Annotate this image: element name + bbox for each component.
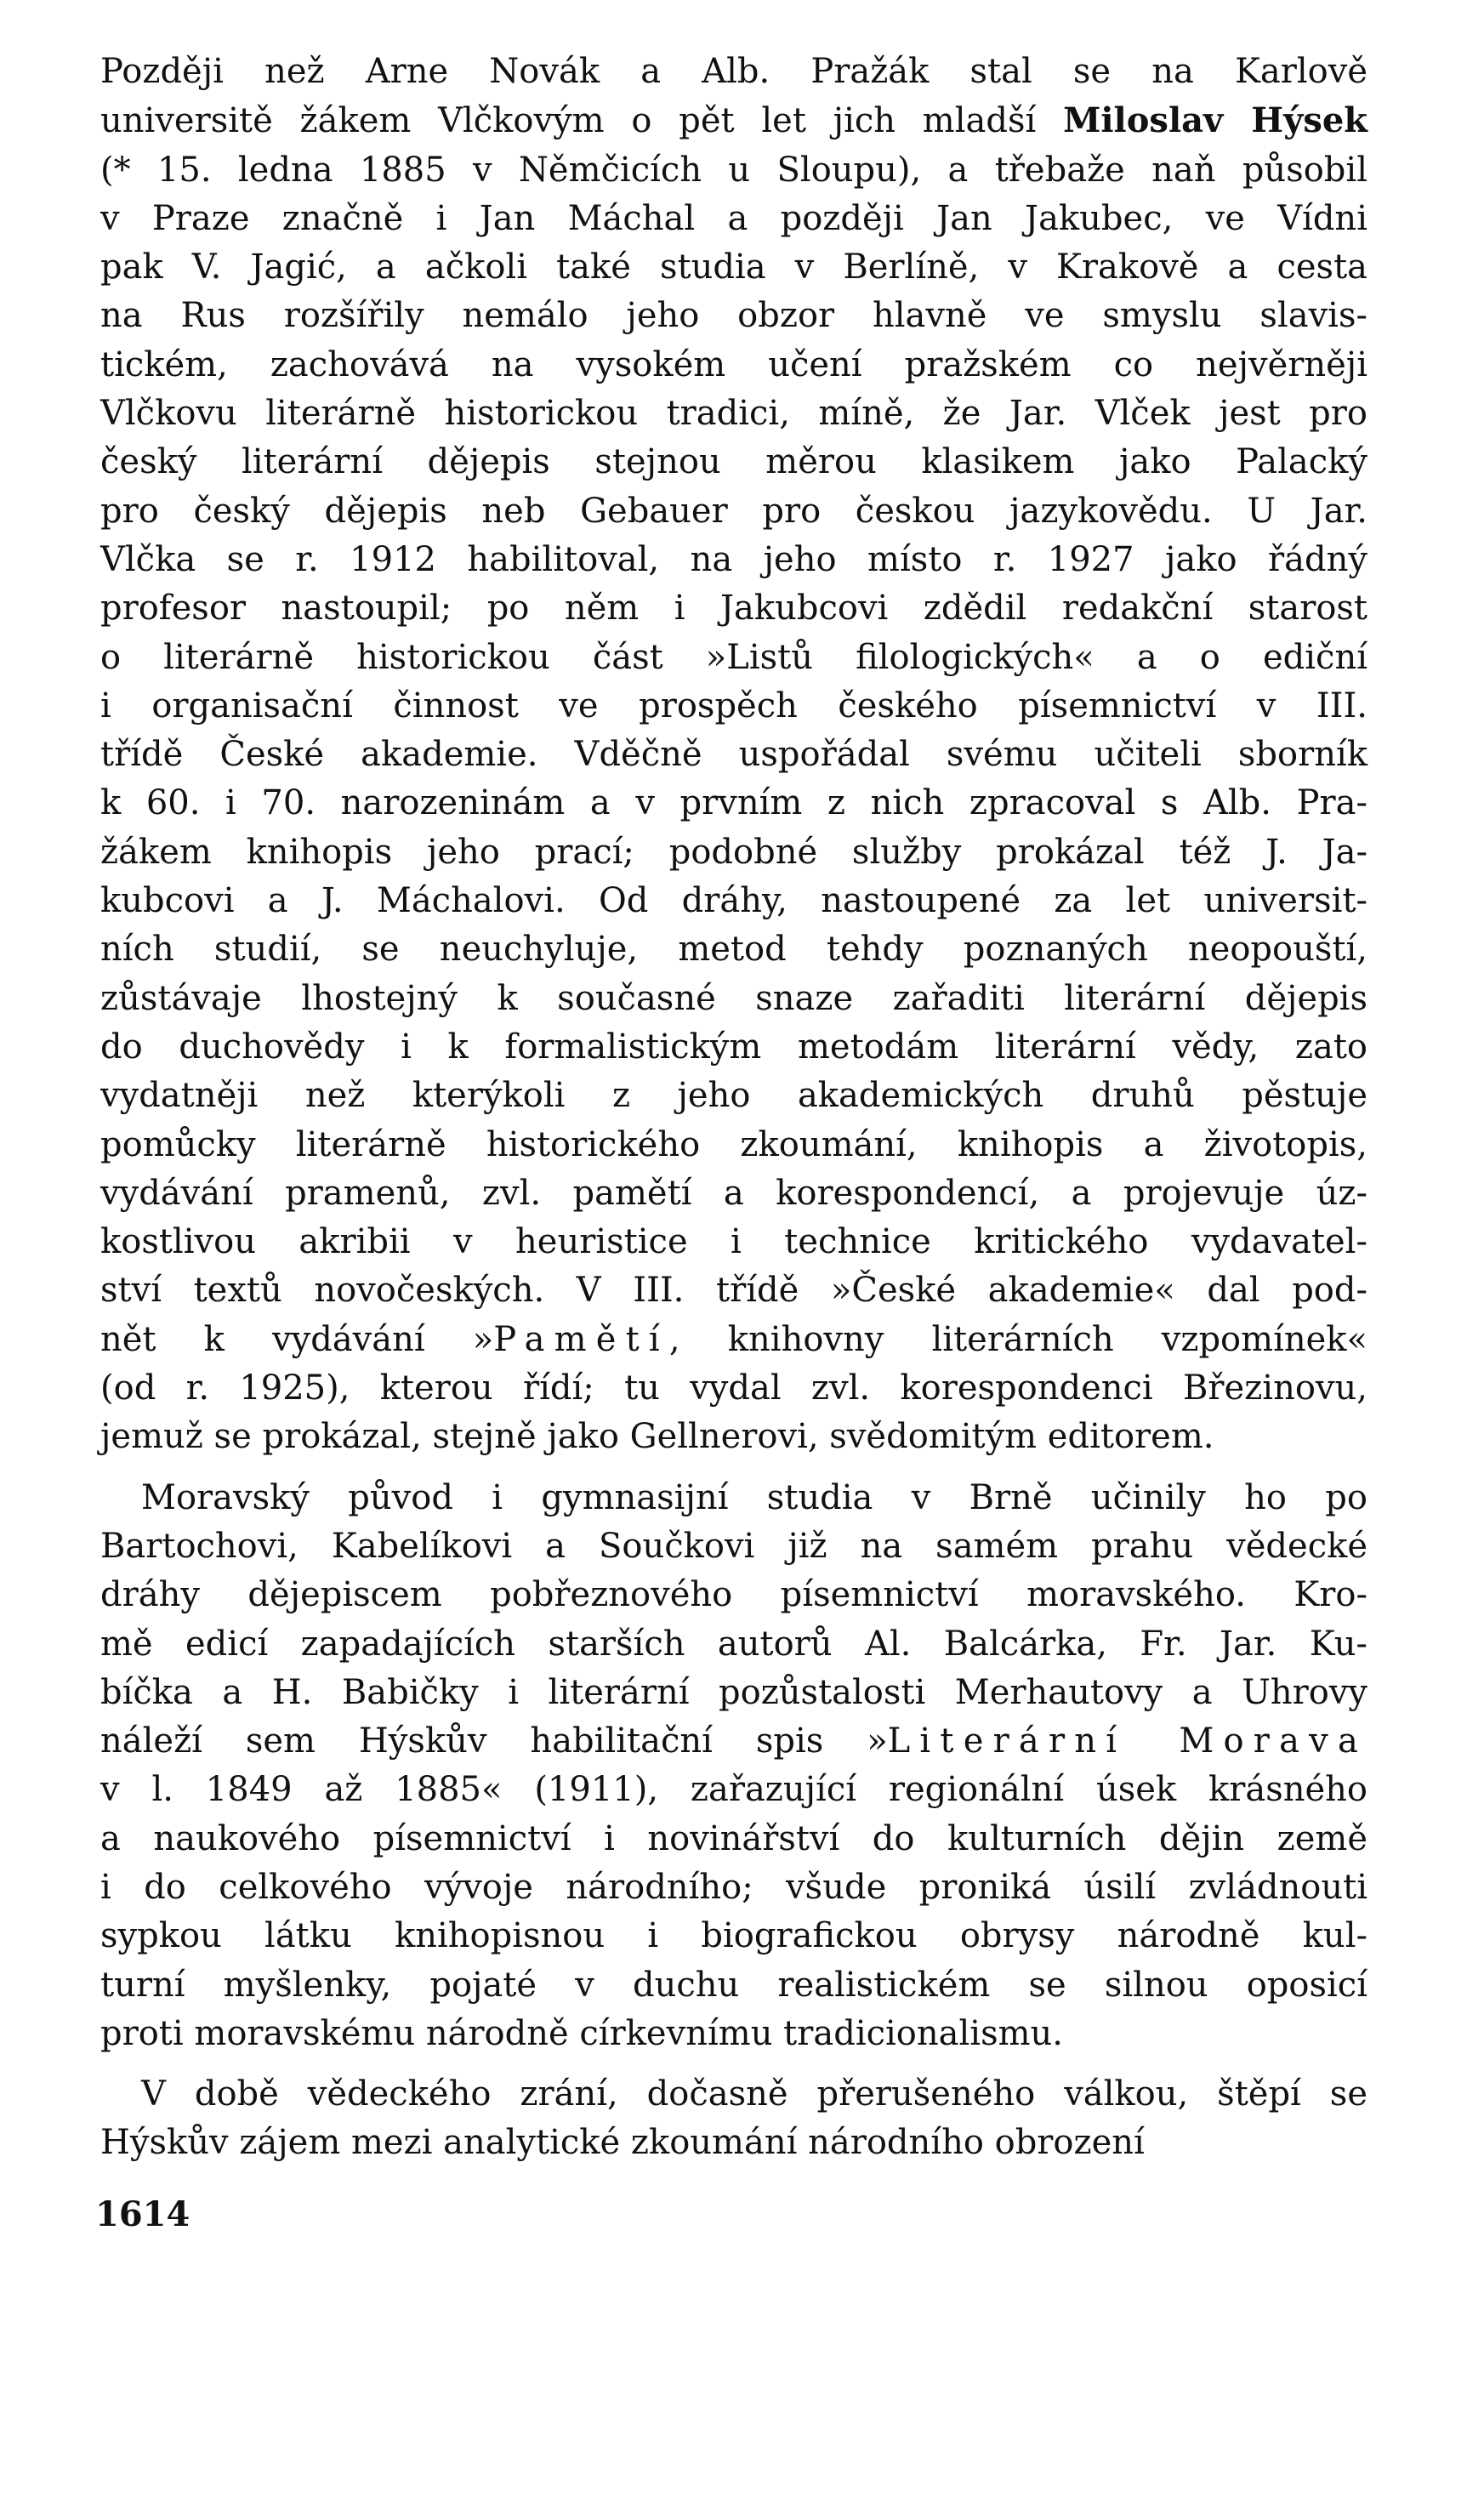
text-run: zůstávaje lhostejný k současné snaze zařaditi literární dějepis [100, 978, 1367, 1018]
text-line [100, 243, 1367, 292]
text-run: nět k vydávání » [100, 1319, 494, 1359]
text-line [100, 195, 1367, 243]
text-run: český literární dějepis stejnou měrou klasikem jako Palacký [100, 442, 1367, 482]
text-run: Vlčkovu literárně historickou tradici, míně, že Jar. Vlček jest pro [100, 394, 1367, 434]
text-run: pomůcky literárně historického zkoumání, knihopis a životopis, [100, 1124, 1367, 1164]
text-run: sypkou látku knihopisnou i biografickou obrysy národně kul- [100, 1916, 1367, 1956]
paragraph-2 [100, 1474, 1367, 2059]
text-run: (od r. 1925), kterou řídí; tu vydal zvl. korespondenci Březinovu, [100, 1368, 1367, 1408]
text-run: Vlčka se r. 1912 habilitoval, na jeho místo r. 1927 jako řádný [100, 539, 1367, 579]
body-text [100, 48, 1367, 2168]
text-run: kubcovi a J. Máchalovi. Od dráhy, nastoupené za let universit- [100, 881, 1367, 921]
text-run: Později než Arne Novák a Alb. Pražák stal se na Karlově [100, 52, 1367, 91]
text-run: k 60. i 70. narozeninám a v prvním z nich zpracoval s Alb. Pra- [100, 783, 1367, 823]
text-line [100, 877, 1367, 925]
text-run: vydávání pramenů, zvl. pamětí a korespondencí, a projevuje úz- [100, 1173, 1367, 1213]
spaced-title: Literární Morava [887, 1721, 1367, 1761]
text-run: jemuž se prokázal, stejně jako Gellnerovi, svědomitým editorem. [100, 1417, 1214, 1457]
text-line [100, 731, 1367, 779]
text-line [100, 1169, 1367, 1218]
text-line [100, 975, 1367, 1023]
bold-name: Miloslav Hýsek [1063, 100, 1368, 141]
paragraph-3 [100, 2070, 1367, 2168]
text-line [100, 1266, 1367, 1315]
text-line [100, 1815, 1367, 1863]
text-run: , knihovny literárních vzpomínek« [668, 1319, 1367, 1359]
text-line [100, 292, 1367, 340]
text-line [100, 390, 1367, 438]
text-line [100, 1023, 1367, 1072]
text-line [100, 1474, 1367, 1522]
text-run: proti moravskému národně církevnímu tradicionalismu. [100, 2013, 1064, 2053]
text-line [100, 1717, 1367, 1766]
text-line [100, 1364, 1367, 1413]
text-line [100, 682, 1367, 731]
text-line [100, 146, 1367, 195]
text-run: do duchovědy i k formalistickým metodám literární vědy, zato [100, 1027, 1367, 1067]
text-run: na Rus rozšířily nemálo jeho obzor hlavně ve smyslu slavis- [100, 296, 1367, 336]
text-run: o literárně historickou část »Listů filologických« a o ediční [100, 637, 1367, 677]
text-line [100, 2010, 1367, 2058]
text-run: Moravský původ i gymnasijní studia v Brně učinily ho po [141, 1477, 1367, 1517]
text-run: (* 15. ledna 1885 v Němčicích u Sloupu), a třebaže naň působil [100, 150, 1367, 190]
text-run: ních studií, se neuchyluje, metod tehdy poznaných neopouští, [100, 930, 1367, 970]
text-line [100, 341, 1367, 390]
text-line [100, 1413, 1367, 1461]
text-line [100, 1766, 1367, 1814]
text-run: v Praze značně i Jan Máchal a později Jan Jakubec, ve Vídni [100, 198, 1367, 238]
text-run: pak V. Jagić, a ačkoli také studia v Berlíně, v Krakově a cesta [100, 248, 1367, 287]
text-run: kostlivou akribii v heuristice i technice kritického vydavatel- [100, 1222, 1367, 1262]
text-run: vydatněji než kterýkoli z jeho akademických druhů pěstuje [100, 1076, 1367, 1116]
text-run: bíčka a H. Babičky i literární pozůstalosti Merhautovy a Uhrovy [100, 1672, 1367, 1712]
text-line [100, 1863, 1367, 1912]
text-line [100, 1571, 1367, 1619]
text-line [100, 487, 1367, 536]
spaced-title: Pamětí [493, 1319, 669, 1359]
text-line [100, 1316, 1367, 1364]
text-line [100, 584, 1367, 633]
text-line [100, 48, 1367, 96]
page-number: 1614 [95, 2194, 190, 2234]
text-line [100, 1912, 1367, 1960]
text-line [100, 1218, 1367, 1266]
paragraph-1 [100, 48, 1367, 1462]
text-line [100, 1669, 1367, 1717]
text-line [100, 2070, 1367, 2119]
text-line [100, 1522, 1367, 1571]
text-line [100, 438, 1367, 486]
text-run: universitě žákem Vlčkovým o pět let jich mladší [100, 101, 1064, 141]
text-line [100, 1961, 1367, 2010]
text-line [100, 828, 1367, 877]
text-line [100, 2119, 1367, 2167]
text-run: mě edicí zapadajících starších autorů Al. Balcárka, Fr. Jar. Ku- [100, 1624, 1367, 1664]
text-run: v l. 1849 až 1885« (1911), zařazující regionální úsek krásného [100, 1770, 1367, 1810]
text-line [100, 1121, 1367, 1169]
text-run: pro český dějepis neb Gebauer pro českou jazykovědu. U Jar. [100, 491, 1367, 531]
text-run: profesor nastoupil; po něm i Jakubcovi zdědil redakční starost [100, 589, 1367, 629]
text-run: ství textů novočeských. V III. třídě »České akademie« dal pod- [100, 1271, 1367, 1311]
text-run: žákem knihopis jeho prací; podobné služby prokázal též J. Ja- [100, 832, 1367, 872]
text-line [100, 779, 1367, 828]
text-run: dráhy dějepiscem pobřeznového písemnictví moravského. Kro- [100, 1575, 1367, 1615]
text-run: i do celkového vývoje národního; všude proniká úsilí zvládnouti [100, 1867, 1367, 1907]
text-line [100, 96, 1367, 145]
text-run: V době vědeckého zrání, dočasně přerušeného válkou, štěpí se [141, 2074, 1367, 2114]
text-line [100, 925, 1367, 974]
text-run: tickém, zachovává na vysokém učení pražském co nejvěrněji [100, 344, 1367, 384]
text-run: a naukového písemnictví i novinářství do kulturních dějin země [100, 1818, 1367, 1858]
text-run: náleží sem Hýskův habilitační spis » [100, 1721, 888, 1761]
text-run: Bartochovi, Kabelíkovi a Součkovi již na samém prahu vědecké [100, 1526, 1367, 1566]
text-line [100, 536, 1367, 584]
text-line [100, 1620, 1367, 1669]
text-run: třídě České akademie. Vděčně uspořádal svému učiteli sborník [100, 735, 1367, 775]
text-run: Hýskův zájem mezi analytické zkoumání národního obrození [100, 2123, 1145, 2163]
text-line [100, 634, 1367, 682]
text-run: i organisační činnost ve prospěch českého písemnictví v III. [100, 686, 1367, 725]
text-line [100, 1072, 1367, 1120]
text-run: turní myšlenky, pojaté v duchu realistickém se silnou oposicí [100, 1965, 1367, 2005]
